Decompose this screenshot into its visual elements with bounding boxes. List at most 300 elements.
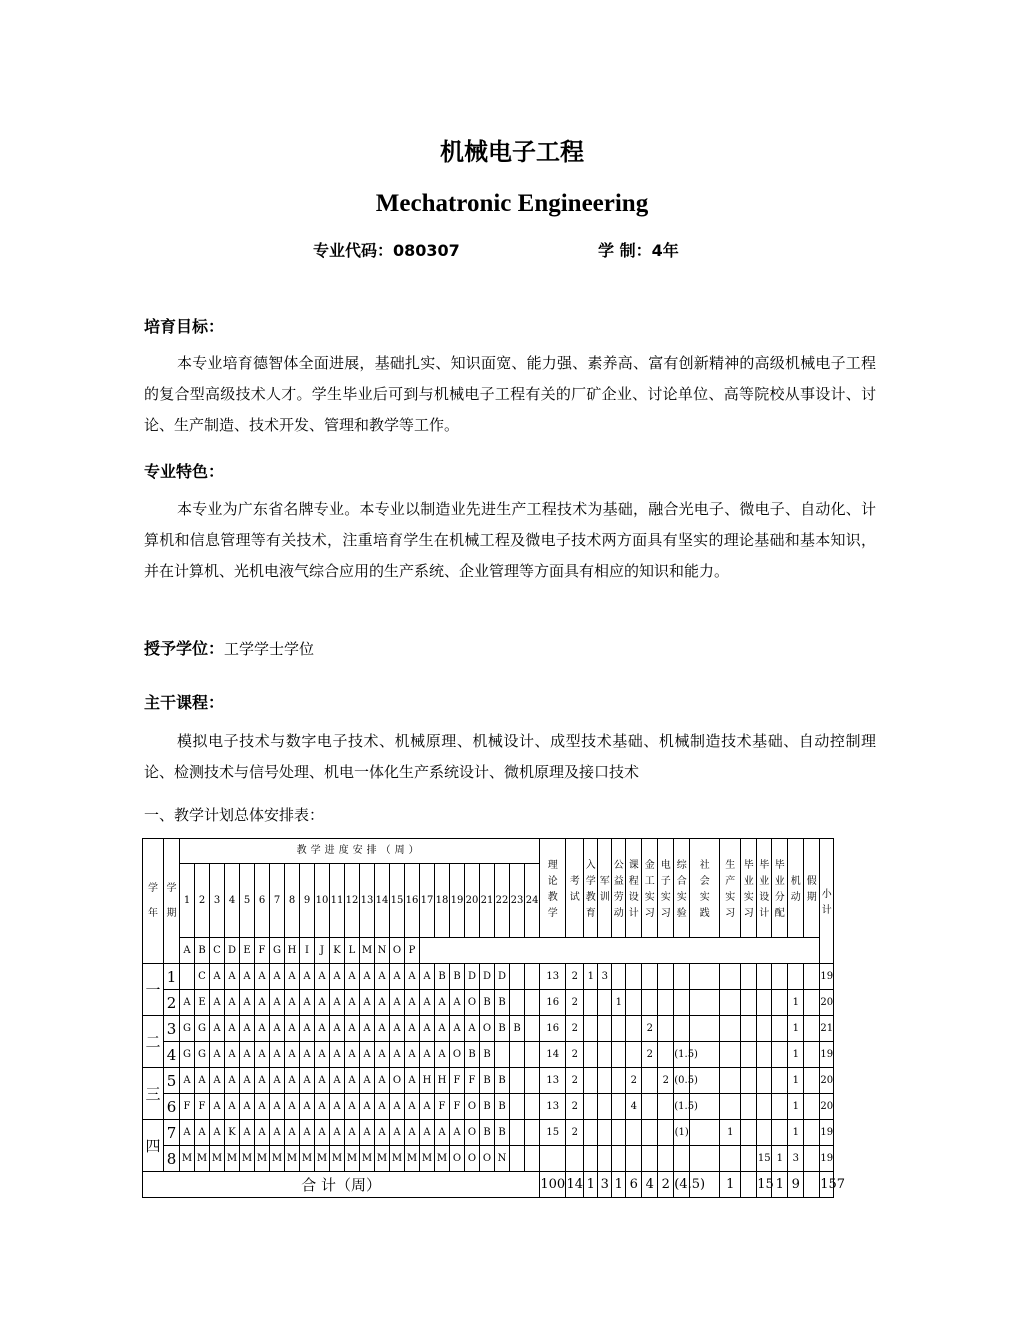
week-cell: A (195, 1120, 210, 1146)
week-cell (525, 990, 540, 1016)
category-cell (626, 1042, 642, 1068)
week-cell: G (180, 1042, 195, 1068)
week-cell: A (240, 964, 255, 990)
category-cell (720, 990, 741, 1016)
degree-value: 工学学士学位 (224, 640, 315, 658)
week-cell: M (270, 1146, 285, 1172)
week-cell: A (315, 1094, 330, 1120)
total-cell: 1 (612, 1172, 626, 1198)
total-cell: 1 (584, 1172, 598, 1198)
degree-line (144, 636, 314, 659)
page-subtitle: Mechatronic Engineering (375, 190, 649, 217)
category-cell (612, 964, 626, 990)
category-cell: 1 (788, 1016, 804, 1042)
cat-header-j: 社 会 实 践 (690, 839, 720, 938)
year-header: 学 年 (143, 839, 164, 964)
week-cell: A (315, 964, 330, 990)
category-cell (598, 1042, 612, 1068)
category-cell (757, 1068, 772, 1094)
category-code: O (390, 938, 405, 964)
week-cell: F (450, 1094, 465, 1120)
week-cell: A (420, 1042, 435, 1068)
week-cell: O (465, 1120, 480, 1146)
category-cell (772, 1042, 788, 1068)
table-row (143, 1016, 876, 1042)
category-cell (690, 1146, 720, 1172)
week-number: 19 (450, 864, 465, 938)
week-cell: M (405, 1146, 420, 1172)
term-header: 学 期 (164, 839, 180, 964)
week-cell: A (270, 1016, 285, 1042)
category-cell (658, 1042, 674, 1068)
category-cell: 1 (788, 1120, 804, 1146)
week-cell: A (375, 990, 390, 1016)
week-cell: B (450, 964, 465, 990)
week-cell: A (225, 964, 240, 990)
week-cell: A (315, 1042, 330, 1068)
category-cell: 2 (566, 1068, 584, 1094)
total-cell (741, 1172, 757, 1198)
week-cell: A (180, 990, 195, 1016)
week-cell: B (495, 990, 510, 1016)
category-cell: 16 (540, 990, 566, 1016)
week-cell: A (345, 1068, 360, 1094)
week-cell: B (465, 1042, 480, 1068)
week-cell (510, 964, 525, 990)
week-cell: A (390, 1042, 405, 1068)
category-cell: 2 (566, 1094, 584, 1120)
week-cell: A (390, 1016, 405, 1042)
week-cell: A (375, 1068, 390, 1094)
week-cell: N (495, 1146, 510, 1172)
week-cell: M (435, 1146, 450, 1172)
week-cell: D (465, 964, 480, 990)
week-cell: A (255, 1068, 270, 1094)
week-cell: A (270, 990, 285, 1016)
week-number: 13 (360, 864, 375, 938)
category-cell (741, 1016, 757, 1042)
week-number: 10 (315, 864, 330, 938)
total-cell: 100 (540, 1172, 566, 1198)
week-cell: F (195, 1094, 210, 1120)
degree-heading: 授予学位： (144, 639, 225, 658)
week-cell: A (195, 1068, 210, 1094)
week-cell: A (255, 990, 270, 1016)
week-cell: A (375, 1120, 390, 1146)
week-cell: B (480, 1120, 495, 1146)
week-cell: A (390, 964, 405, 990)
total-cell: 15 (757, 1172, 772, 1198)
category-cell: 13 (540, 964, 566, 990)
category-cell (674, 1146, 690, 1172)
week-cell: A (210, 990, 225, 1016)
category-cell (674, 964, 690, 990)
category-cell (804, 1120, 820, 1146)
week-cell (525, 1146, 540, 1172)
week-cell: A (435, 1016, 450, 1042)
week-cell: A (345, 1120, 360, 1146)
week-cell (180, 964, 195, 990)
table-caption: 一、教学计划总体安排表： (144, 806, 325, 824)
week-cell: A (210, 1120, 225, 1146)
category-code: K (330, 938, 345, 964)
category-code: H (285, 938, 300, 964)
category-cell (674, 990, 690, 1016)
week-cell: A (270, 1120, 285, 1146)
week-cell: M (195, 1146, 210, 1172)
week-cell: A (225, 1042, 240, 1068)
week-cell: A (255, 1016, 270, 1042)
category-cell (658, 1120, 674, 1146)
table-row (143, 1146, 876, 1172)
category-cell: 4 (626, 1094, 642, 1120)
year-cell: 三 (143, 1068, 164, 1120)
category-cell: (0.5) (674, 1068, 690, 1094)
cat-header-subtotal: 小 计 (820, 839, 834, 964)
week-cell: A (180, 1068, 195, 1094)
table-row (143, 1120, 876, 1146)
week-cell: M (210, 1146, 225, 1172)
week-cell: A (420, 964, 435, 990)
week-cell (525, 1120, 540, 1146)
cat-header-f: 课 程 设 计 (626, 839, 642, 938)
category-cell: 2 (566, 964, 584, 990)
week-number: 1 (180, 864, 195, 938)
week-cell: A (405, 1094, 420, 1120)
total-cell: 1 (720, 1172, 741, 1198)
category-cell (642, 1120, 658, 1146)
study-years: 学 制：4年 (598, 241, 679, 260)
week-number: 8 (285, 864, 300, 938)
category-cell: 20 (820, 1094, 834, 1120)
week-cell: F (465, 1068, 480, 1094)
category-cell (757, 1016, 772, 1042)
week-cell: H (435, 1068, 450, 1094)
cat-header-l: 毕 业 实 习 (741, 839, 757, 938)
category-cell (658, 990, 674, 1016)
week-cell: A (270, 1094, 285, 1120)
category-cell (741, 1120, 757, 1146)
goal-heading: 培育目标： (144, 317, 225, 336)
week-cell: G (195, 1042, 210, 1068)
term-cell: 8 (164, 1146, 180, 1172)
category-cell: 2 (566, 1042, 584, 1068)
cat-header-d: 军 训 (598, 839, 612, 938)
week-cell: A (360, 1068, 375, 1094)
week-cell: A (225, 1094, 240, 1120)
week-cell: A (300, 1068, 315, 1094)
category-cell (772, 1120, 788, 1146)
week-cell: A (345, 964, 360, 990)
week-cell: A (330, 1016, 345, 1042)
week-cell: M (420, 1146, 435, 1172)
week-cell: A (375, 1094, 390, 1120)
week-cell: A (405, 1068, 420, 1094)
week-cell: A (210, 1068, 225, 1094)
week-cell: A (360, 1016, 375, 1042)
week-cell: B (480, 1068, 495, 1094)
week-cell: F (450, 1068, 465, 1094)
category-cell: 1 (788, 1068, 804, 1094)
category-cell (772, 964, 788, 990)
week-cell: A (240, 1068, 255, 1094)
category-code: C (210, 938, 225, 964)
category-cell (658, 964, 674, 990)
category-cell: 2 (566, 1016, 584, 1042)
category-cell: 15 (540, 1120, 566, 1146)
category-cell (772, 990, 788, 1016)
category-cell (626, 1120, 642, 1146)
week-cell: A (420, 1120, 435, 1146)
week-cell: A (375, 1016, 390, 1042)
week-cell: M (255, 1146, 270, 1172)
week-cell: A (225, 1016, 240, 1042)
week-number: 17 (420, 864, 435, 938)
category-cell: (1) (674, 1120, 690, 1146)
year-cell: 一 (143, 964, 164, 1016)
category-cell (566, 1146, 584, 1172)
table-row (143, 1042, 876, 1068)
week-number: 21 (480, 864, 495, 938)
week-number: 16 (405, 864, 420, 938)
category-cell (626, 990, 642, 1016)
week-cell (495, 1042, 510, 1068)
week-cell: A (330, 1120, 345, 1146)
week-cell: A (300, 1016, 315, 1042)
category-cell: 1 (788, 1094, 804, 1120)
week-cell: E (195, 990, 210, 1016)
week-cell: A (360, 1042, 375, 1068)
category-cell (804, 1094, 820, 1120)
week-cell: A (405, 1016, 420, 1042)
week-cell: A (285, 1120, 300, 1146)
week-cell: O (465, 1094, 480, 1120)
week-cell (510, 1094, 525, 1120)
category-cell (757, 990, 772, 1016)
table-row (143, 964, 876, 990)
week-cell: A (225, 990, 240, 1016)
category-code: A (180, 938, 195, 964)
week-cell: A (435, 990, 450, 1016)
week-cell: A (420, 990, 435, 1016)
week-cell: A (435, 1120, 450, 1146)
category-cell (642, 1146, 658, 1172)
category-cell (598, 1094, 612, 1120)
week-cell (525, 1042, 540, 1068)
week-cell: A (360, 990, 375, 1016)
category-cell: 20 (820, 990, 834, 1016)
week-cell: A (390, 990, 405, 1016)
week-number: 20 (465, 864, 480, 938)
week-cell: A (390, 1094, 405, 1120)
category-cell (612, 1042, 626, 1068)
week-cell (525, 964, 540, 990)
cat-header-m: 毕 业 设 计 (757, 839, 772, 938)
category-cell (584, 1120, 598, 1146)
week-cell: B (480, 1042, 495, 1068)
category-cell (584, 1146, 598, 1172)
week-cell (510, 1120, 525, 1146)
category-cell (804, 1016, 820, 1042)
term-cell: 3 (164, 1016, 180, 1042)
category-cell (598, 1146, 612, 1172)
total-cell: 9 (788, 1172, 804, 1198)
category-cell: 1 (612, 990, 626, 1016)
total-cell: 14 (566, 1172, 584, 1198)
category-code: E (240, 938, 255, 964)
week-cell: A (285, 1068, 300, 1094)
week-number: 11 (330, 864, 345, 938)
week-cell: A (330, 1094, 345, 1120)
category-cell (804, 964, 820, 990)
week-cell: O (480, 1146, 495, 1172)
cat-header-b: 考 试 (566, 839, 584, 938)
week-cell: B (480, 990, 495, 1016)
week-cell: A (240, 1120, 255, 1146)
category-cell (741, 1146, 757, 1172)
category-cell (757, 964, 772, 990)
week-cell: M (300, 1146, 315, 1172)
category-cell (584, 990, 598, 1016)
week-number: 4 (225, 864, 240, 938)
week-cell: A (390, 1120, 405, 1146)
total-row (143, 1172, 876, 1198)
week-cell: A (420, 1016, 435, 1042)
category-cell (804, 1068, 820, 1094)
week-cell: A (210, 1094, 225, 1120)
category-code: P (405, 938, 420, 964)
category-cell (598, 1016, 612, 1042)
week-cell: A (270, 1068, 285, 1094)
week-number: 5 (240, 864, 255, 938)
week-cell: A (240, 1042, 255, 1068)
category-code: J (315, 938, 330, 964)
category-cell (757, 1094, 772, 1120)
week-cell: A (315, 1120, 330, 1146)
week-cell: A (240, 1094, 255, 1120)
category-cell (642, 964, 658, 990)
category-cell (642, 1068, 658, 1094)
week-cell: A (255, 964, 270, 990)
cat-header-n: 毕 业 分 配 (772, 839, 788, 938)
feature-heading: 专业特色： (144, 462, 225, 481)
category-cell: 1 (584, 964, 598, 990)
week-cell: A (300, 1120, 315, 1146)
category-cell (612, 1016, 626, 1042)
category-cell (690, 990, 720, 1016)
total-cell (804, 1172, 820, 1198)
week-cell (525, 1094, 540, 1120)
week-cell: A (240, 990, 255, 1016)
week-number: 22 (495, 864, 510, 938)
category-cell (584, 1068, 598, 1094)
week-cell: A (450, 1120, 465, 1146)
week-cell: A (255, 1120, 270, 1146)
category-cell (658, 1016, 674, 1042)
category-cell (598, 1068, 612, 1094)
week-cell: A (300, 990, 315, 1016)
week-cell: B (495, 1016, 510, 1042)
week-cell: A (420, 1094, 435, 1120)
total-label: 合 计（周） (143, 1172, 540, 1198)
category-cell (674, 1016, 690, 1042)
week-cell: F (435, 1094, 450, 1120)
category-cell: 19 (820, 1146, 834, 1172)
plan-header (143, 839, 876, 964)
category-cell: 19 (820, 1120, 834, 1146)
category-cell (804, 990, 820, 1016)
week-cell: B (495, 1068, 510, 1094)
week-cell: A (285, 964, 300, 990)
total-cell: (4.5) (674, 1172, 690, 1198)
week-cell: B (480, 1094, 495, 1120)
week-cell (525, 1068, 540, 1094)
week-cell: O (390, 1068, 405, 1094)
category-cell (690, 1120, 720, 1146)
total-cell: 2 (658, 1172, 674, 1198)
goal-text: 本专业培育德智体全面进展，基础扎实、知识面宽、能力强、素养高、富有创新精神的高级机械电子工程的复合型高级技术人才。学生毕业后可到与机械电子工程有关的厂矿企业、讨论单位、高等院校从事设计、讨论、生产制造、技术开发、管理和教学等工作。 (144, 354, 876, 434)
category-cell (690, 1016, 720, 1042)
week-cell (510, 1068, 525, 1094)
category-code: M (360, 938, 375, 964)
week-cell: A (450, 990, 465, 1016)
term-cell: 2 (164, 990, 180, 1016)
week-cell: G (195, 1016, 210, 1042)
category-cell (772, 1094, 788, 1120)
category-cell (642, 1094, 658, 1120)
category-cell (720, 964, 741, 990)
courses-heading: 主干课程： (144, 693, 225, 712)
week-cell: A (405, 990, 420, 1016)
teaching-plan-table (142, 838, 876, 1198)
category-cell (720, 1016, 741, 1042)
week-cell (510, 990, 525, 1016)
week-cell: A (405, 1042, 420, 1068)
week-cell: A (180, 1120, 195, 1146)
category-cell (658, 1094, 674, 1120)
total-cell: 1 (772, 1172, 788, 1198)
week-cell: F (180, 1094, 195, 1120)
week-number: 9 (300, 864, 315, 938)
year-cell: 二 (143, 1016, 164, 1068)
category-code: F (255, 938, 270, 964)
week-cell (525, 1016, 540, 1042)
category-cell: 2 (642, 1042, 658, 1068)
category-cell: 13 (540, 1094, 566, 1120)
week-cell: O (450, 1146, 465, 1172)
week-cell: A (465, 1016, 480, 1042)
week-cell: A (225, 1068, 240, 1094)
cat-header-g: 金 工 实 习 (642, 839, 658, 938)
week-cell: G (180, 1016, 195, 1042)
week-cell: B (495, 1120, 510, 1146)
week-cell: C (195, 964, 210, 990)
category-cell: 2 (626, 1068, 642, 1094)
total-cell: 4 (642, 1172, 658, 1198)
week-cell: A (270, 964, 285, 990)
week-cell: A (255, 1094, 270, 1120)
category-code: B (195, 938, 210, 964)
cat-header-p: 假 期 (804, 839, 820, 938)
week-cell: M (285, 1146, 300, 1172)
category-cell: 14 (540, 1042, 566, 1068)
category-cell: 16 (540, 1016, 566, 1042)
week-cell: M (225, 1146, 240, 1172)
week-cell: M (375, 1146, 390, 1172)
week-cell: A (345, 990, 360, 1016)
category-cell (642, 990, 658, 1016)
category-cell (540, 1146, 566, 1172)
